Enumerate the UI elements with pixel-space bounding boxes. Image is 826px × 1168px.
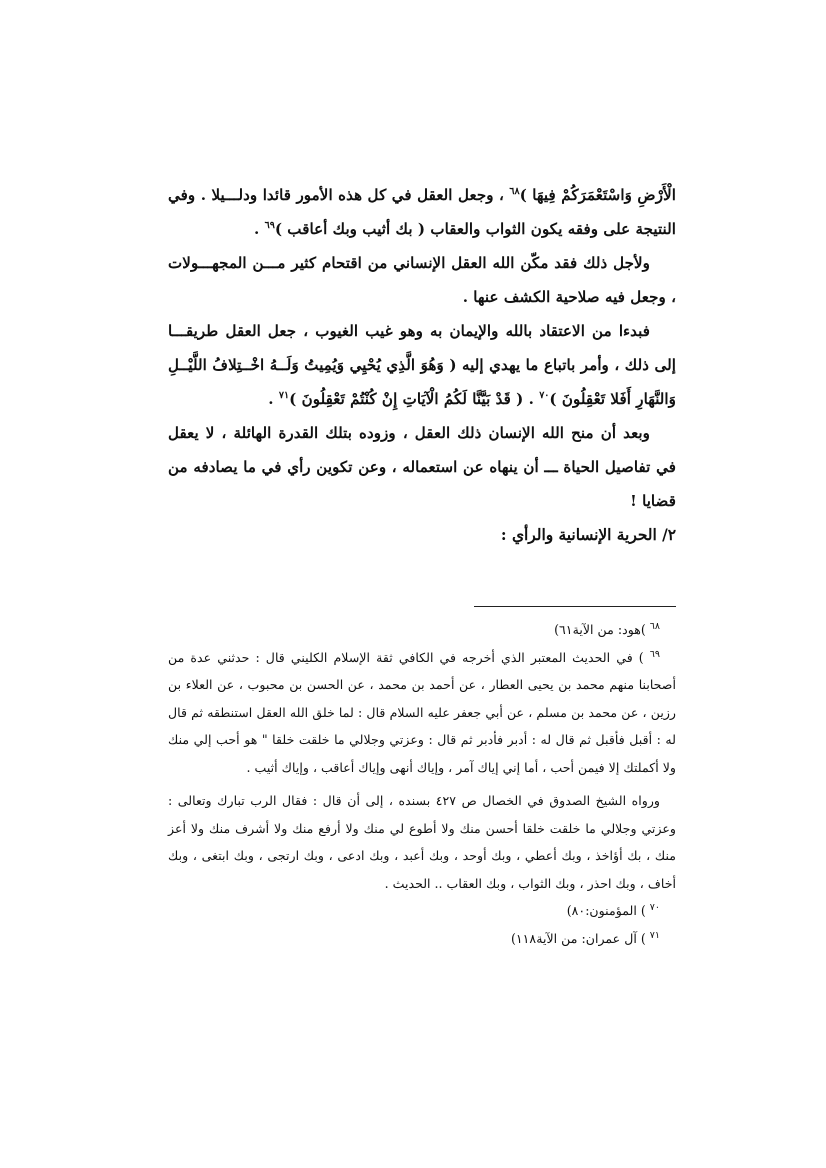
footnote-number: ٦٩ bbox=[649, 648, 660, 660]
footnotes bbox=[168, 616, 676, 952]
paragraph-3 bbox=[168, 314, 676, 416]
footnote-text: ) المؤمنون:٨٠) bbox=[566, 903, 650, 918]
footnote-ref-70[interactable]: ٧٠ bbox=[539, 389, 550, 401]
footnote-number: ٦٨ bbox=[649, 620, 660, 632]
paragraph-4: وبعد أن منح الله الإنسان ذلك العقل ، وزوده بتلك القدرة الهائلة ، لا يعقل في تفاصيل الحياة ـــ أن ينهاه عن استعماله ، وعن تكوين رأي في ما يصادفه من قضايا ! bbox=[168, 424, 676, 510]
footnote-69 bbox=[168, 644, 676, 782]
paragraph-1-text-c: . bbox=[254, 220, 265, 238]
footnote-ref-71[interactable]: ٧١ bbox=[278, 389, 290, 401]
main-text bbox=[168, 178, 676, 552]
paragraph-3-text-a: فبدءا من الاعتقاد بالله والإيمان به وهو غيب الغيوب ، جعل العقل طريقـــا إلى ذلك ، وأمر باتباع ما يهدي إليه ( وَهُوَ الَّذِي يُحْيِي وَيُمِيتُ وَلَــهُ اخْــتِلافُ اللَّيْــلِ وَالنَّهَارِ أَفَلا تَعْقِلُونَ ) bbox=[168, 322, 676, 408]
footnote-71 bbox=[168, 925, 676, 953]
footnote-69-continued: ورواه الشيخ الصدوق في الخصال ص ٤٢٧ بسنده ، إلى أن قال : فقال الرب تبارك وتعالى : وعزتي وجلالي ما خلقت خلقا أحسن منك ولا أطوع لي منك ولا أرفع منك ولا أشرف منك ولا أعز منك ، بك أؤاخذ ، وبك أعطي ، وبك أوحد ، وبك أعبد ، وبك ادعى ، وبك ارتجى ، وبك ابتغى ، وبك أخاف ، وبك احذر ، وبك الثواب ، وبك العقاب .. الحديث . bbox=[168, 793, 676, 891]
footnote-70 bbox=[168, 897, 676, 925]
paragraph-1-text-a: الْأَرْضِ وَاسْتَعْمَرَكُمْ فِيهَا ) bbox=[519, 186, 676, 204]
footnote-text: ) في الحديث المعتبر الذي أخرجه في الكافي ثقة الإسلام الكليني قال : حدثني عدة من أصحابنا منهم محمد بن يحيى العطار ، عن أحمد بن محمد ، عن الحسن بن محبوب ، عن العلاء بن رزين ، عن محمد بن مسلم ، عن أبي جعفر عليه السلام قال : لما خلق الله العقل استنطقه ثم قال له : أقبل فأقبل ثم قال له : أدبر فأدبر ثم قال : وعزتي وجلالي ما خلقت خلقا " هو أحب إلي منك ولا أكملتك إلا فيمن أحب ، أما إني إياك آمر ، وإياك أنهى وإياك أعاقب ، وإياك أثيب . bbox=[168, 649, 676, 775]
footnote-separator bbox=[474, 606, 676, 607]
footnote-number: ٧٠ bbox=[649, 901, 660, 913]
paragraph-1 bbox=[168, 178, 676, 246]
paragraph-3-text-c: . bbox=[268, 390, 279, 408]
section-heading: ٢/ الحرية الإنسانية والرأي : bbox=[500, 526, 676, 544]
paragraph-3-text-b: . ( قَدْ بَيَّنَّا لَكُمُ الْآيَاتِ إِنْ كُنْتُمْ تَعْقِلُونَ ) bbox=[289, 390, 540, 408]
footnote-text: ) آل عمران: من الآية١١٨) bbox=[510, 930, 650, 946]
footnote-number: ٧١ bbox=[649, 929, 660, 941]
footnote-ref-68[interactable]: ٦٨ bbox=[509, 185, 520, 197]
paragraph-2: ولأجل ذلك فقد مكّن الله العقل الإنساني من اقتحام كثير مـــن المجهـــولات ، وجعل فيه صلاحية الكشف عنها . bbox=[168, 254, 676, 306]
footnote-68 bbox=[168, 616, 676, 644]
footnote-text: )هود: من الآية٦١) bbox=[554, 622, 650, 637]
paragraph-1-text-b: ، وجعل العقل في كل هذه الأمور قائدا ودلـــيلا . وفي النتيجة على وفقه يكون الثواب والعقاب ( بك أثيب وبك أعاقب ) bbox=[168, 186, 676, 238]
footnote-ref-69[interactable]: ٦٩ bbox=[264, 219, 275, 231]
